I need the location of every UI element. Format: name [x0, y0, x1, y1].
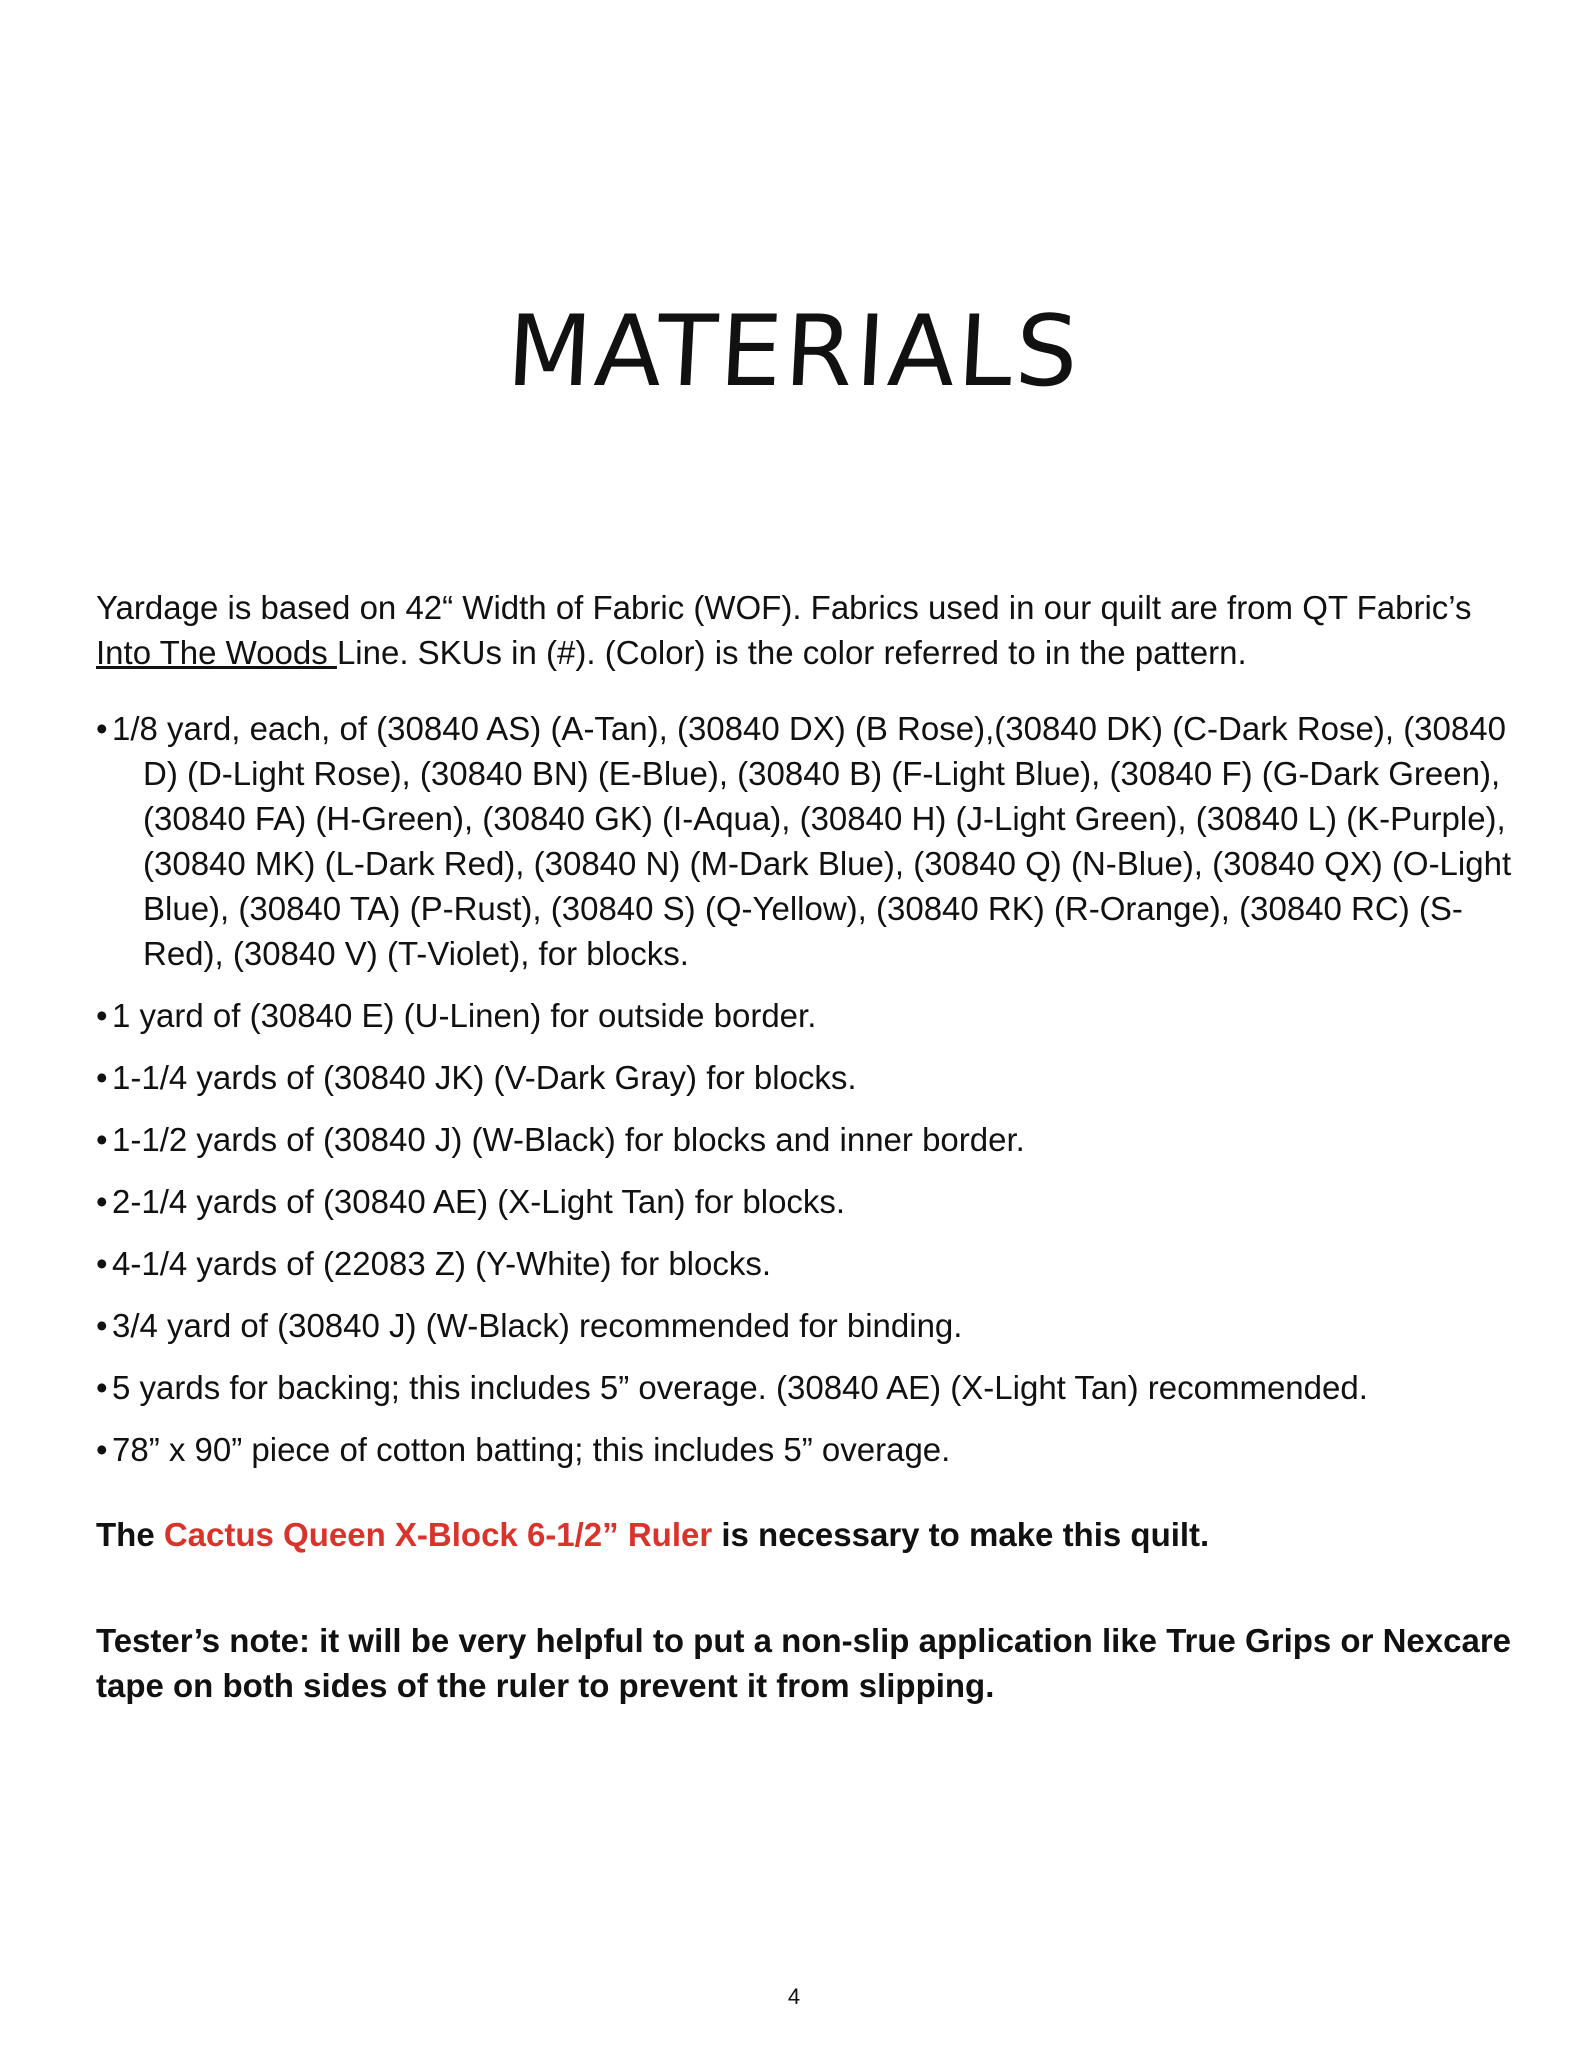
- intro-text-start: Yardage is based on 42“ Width of Fabric (WOF). Fabrics used in our quilt are from QT Fabric’s: [96, 589, 1472, 626]
- materials-list-item: [96, 1365, 1516, 1410]
- intro-paragraph: [96, 585, 1516, 675]
- ruler-requirement-note: [96, 1512, 1516, 1557]
- tester-note: Tester’s note: it will be very helpful to put a non-slip application like True Grips or Nexcare tape on both sides of the ruler to prevent it from slipping.: [96, 1622, 1512, 1704]
- bullet-icon: •: [96, 1245, 108, 1282]
- bullet-icon: •: [96, 1059, 108, 1096]
- ruler-note-prefix: The: [96, 1516, 164, 1553]
- materials-list-item: [96, 993, 1516, 1038]
- material-text: 78” x 90” piece of cotton batting; this includes 5” overage.: [112, 1431, 951, 1468]
- page-number: 4: [787, 1984, 801, 2009]
- bullet-icon: •: [96, 1121, 108, 1158]
- materials-list-item: [96, 1055, 1516, 1100]
- intro-text-end: Line. SKUs in (#). (Color) is the color referred to in the pattern.: [336, 634, 1247, 671]
- material-text: 4-1/4 yards of (22083 Z) (Y-White) for blocks.: [112, 1245, 772, 1282]
- bullet-icon: •: [96, 1369, 108, 1406]
- material-text: 1/8 yard, each, of (30840 AS) (A-Tan), (30840 DX) (B Rose),(30840 DK) (C-Dark Rose), (30840 D) (D-Light Rose), (30840 BN) (E-Blue), (30840 B) (F-Light Blue), (30840 F) (G-Dark Green), (30840 FA) (H-Green), (30840 GK) (I-Aqua), (30840 H) (J-Light Green), (30840 L) (K-Purple), (30840 MK) (L-Dark Red), (30840 N) (M-Dark Blue), (30840 Q) (N-Blue), (30840 QX) (O-Light Blue), (30840 TA) (P-Rust), (30840 S) (Q-Yellow), (30840 RK) (R-Orange), (30840 RC) (S-Red), (30840 V) (T-Violet), for blocks.: [112, 710, 1512, 972]
- material-text: 1 yard of (30840 E) (U-Linen) for outside border.: [112, 997, 817, 1034]
- material-text: 1-1/4 yards of (30840 JK) (V-Dark Gray) for blocks.: [112, 1059, 857, 1096]
- page-title: MATERIALS: [504, 295, 1084, 409]
- material-text: 3/4 yard of (30840 J) (W-Black) recommended for binding.: [112, 1307, 963, 1344]
- materials-list-item: [96, 1117, 1516, 1162]
- material-text: 2-1/4 yards of (30840 AE) (X-Light Tan) for blocks.: [112, 1183, 846, 1220]
- materials-list-item: [96, 1303, 1516, 1348]
- bullet-icon: •: [96, 1307, 108, 1344]
- materials-list: [96, 706, 1516, 1489]
- bullet-icon: •: [96, 997, 108, 1034]
- bullet-icon: •: [96, 710, 108, 747]
- bullet-icon: •: [96, 1183, 108, 1220]
- materials-list-item: [96, 706, 1516, 976]
- bullet-icon: •: [96, 1431, 108, 1468]
- ruler-note-suffix: is necessary to make this quilt.: [712, 1516, 1210, 1553]
- materials-list-item: [96, 1427, 1516, 1472]
- fabric-line-name: Into The Woods: [96, 634, 337, 671]
- material-text: 5 yards for backing; this includes 5” overage. (30840 AE) (X-Light Tan) recommended.: [112, 1369, 1368, 1406]
- material-text: 1-1/2 yards of (30840 J) (W-Black) for blocks and inner border.: [112, 1121, 1025, 1158]
- materials-list-item: [96, 1241, 1516, 1286]
- materials-list-item: [96, 1179, 1516, 1224]
- ruler-name: Cactus Queen X-Block 6-1/2” Ruler: [163, 1516, 713, 1553]
